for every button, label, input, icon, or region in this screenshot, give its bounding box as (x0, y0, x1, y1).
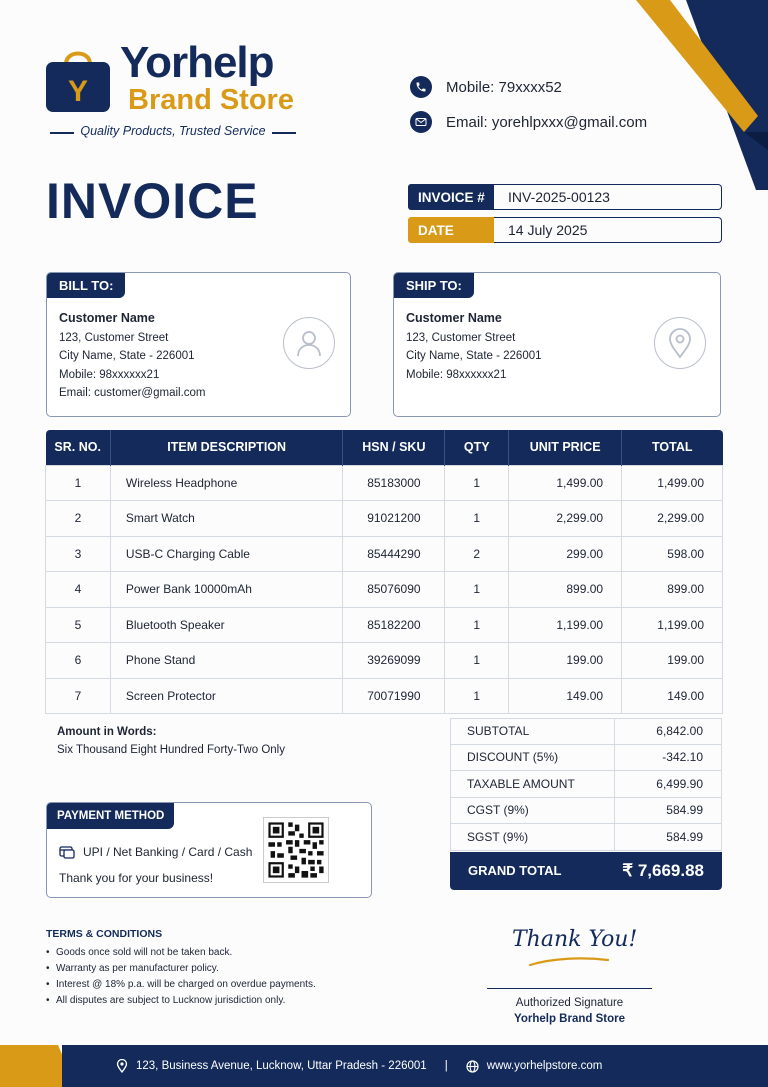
cell-description: Screen Protector (110, 678, 343, 714)
cell-total: 1,199.00 (622, 607, 723, 643)
cell-total: 2,299.00 (622, 501, 723, 537)
terms-item: • Warranty as per manufacturer policy. (46, 961, 316, 977)
table-row (46, 465, 723, 501)
grand-total-label: GRAND TOTAL (468, 863, 562, 878)
footer-separator: | (444, 1060, 448, 1072)
totals-value: -342.10 (662, 750, 703, 765)
header-hsn-sku: HSN / SKU (343, 430, 445, 465)
contact-info (410, 76, 647, 146)
contact-mobile (410, 76, 647, 98)
amount-in-words-value: Six Thousand Eight Hundred Forty-Two Only (57, 744, 285, 756)
header-sr-no: SR. NO. (46, 430, 111, 465)
cell-hsn: 85444290 (343, 536, 445, 572)
cell-hsn: 85183000 (343, 465, 445, 501)
cell-sr-no: 1 (46, 465, 111, 501)
totals-row-sgst (450, 824, 722, 851)
ship-to-box (393, 272, 721, 417)
contact-email (410, 111, 647, 133)
cell-sr-no: 2 (46, 501, 111, 537)
amount-in-words-label: Amount in Words: (57, 726, 157, 738)
grand-total-row (450, 852, 722, 890)
cell-qty: 2 (445, 536, 509, 572)
cell-unit-price: 1,199.00 (509, 607, 622, 643)
card-icon (59, 846, 75, 859)
totals-label: SUBTOTAL (451, 719, 615, 744)
user-icon (283, 317, 335, 369)
terms-item: • All disputes are subject to Lucknow jurisdiction only. (46, 993, 316, 1009)
bill-to-name: Customer Name (59, 311, 155, 325)
cell-total: 598.00 (622, 536, 723, 572)
footer-text (116, 1059, 602, 1073)
bill-to-details (59, 309, 206, 403)
header-total: TOTAL (622, 430, 723, 465)
terms-title: TERMS & CONDITIONS (46, 928, 163, 940)
cell-sr-no: 3 (46, 536, 111, 572)
cell-qty: 1 (445, 465, 509, 501)
brand-logo (46, 28, 306, 148)
payment-methods (59, 845, 252, 859)
header-unit-price: UNIT PRICE (509, 430, 622, 465)
header-item-description: ITEM DESCRIPTION (110, 430, 343, 465)
table-header-row (46, 430, 723, 465)
location-icon (116, 1059, 128, 1073)
cell-unit-price: 149.00 (509, 678, 622, 714)
cell-qty: 1 (445, 607, 509, 643)
cell-qty: 1 (445, 501, 509, 537)
invoice-number-row (408, 184, 722, 210)
table-row (46, 678, 723, 714)
invoice-number-label: INVOICE # (408, 184, 494, 210)
signature-line (487, 988, 652, 989)
cell-unit-price: 899.00 (509, 572, 622, 608)
bill-to-mobile: Mobile: 98xxxxxx21 (59, 368, 160, 381)
items-table (45, 430, 723, 714)
brand-name-primary: Yorhelp (120, 38, 274, 87)
ship-to-label: SHIP TO: (394, 273, 474, 298)
brand-name-secondary: Brand Store (128, 84, 294, 116)
invoice-date-value: 14 July 2025 (494, 217, 722, 243)
location-pin-icon (654, 317, 706, 369)
cell-description: Phone Stand (110, 643, 343, 679)
totals-row-subtotal (450, 718, 722, 745)
cell-unit-price: 1,499.00 (509, 465, 622, 501)
invoice-date-row (408, 217, 722, 243)
payment-method-box (46, 802, 372, 898)
cell-description: USB-C Charging Cable (110, 536, 343, 572)
totals-value: 6,499.90 (656, 776, 703, 791)
cell-description: Smart Watch (110, 501, 343, 537)
bill-to-box (46, 272, 351, 417)
totals-row-cgst (450, 798, 722, 825)
cell-sr-no: 4 (46, 572, 111, 608)
bill-to-city: City Name, State - 226001 (59, 350, 195, 362)
ship-to-street: 123, Customer Street (406, 331, 516, 344)
totals-label: TAXABLE AMOUNT (451, 771, 615, 797)
table-row (46, 536, 723, 572)
cell-description: Bluetooth Speaker (110, 607, 343, 643)
totals-box (450, 718, 722, 890)
cell-unit-price: 299.00 (509, 536, 622, 572)
cell-total: 899.00 (622, 572, 723, 608)
ship-to-details (406, 309, 542, 384)
cell-hsn: 91021200 (343, 501, 445, 537)
terms-item: • Goods once sold will not be taken back. (46, 945, 316, 961)
bill-to-email: Email: customer@gmail.com (59, 387, 206, 399)
totals-label: DISCOUNT (5%) (451, 745, 615, 771)
invoice-meta (408, 184, 722, 250)
cell-sr-no: 5 (46, 607, 111, 643)
totals-value: 584.99 (666, 829, 703, 844)
payment-method-label: PAYMENT METHOD (47, 803, 174, 829)
ship-to-name: Customer Name (406, 311, 502, 325)
cell-qty: 1 (445, 572, 509, 608)
totals-row-taxable (450, 771, 722, 798)
phone-icon (410, 76, 432, 98)
terms-and-conditions (46, 928, 316, 1009)
table-row (46, 607, 723, 643)
cell-total: 1,499.00 (622, 465, 723, 501)
header-qty: QTY (445, 430, 509, 465)
signature-store-name: Yorhelp Brand Store (514, 1013, 625, 1025)
cell-unit-price: 2,299.00 (509, 501, 622, 537)
globe-icon (466, 1060, 479, 1073)
cell-total: 199.00 (622, 643, 723, 679)
mobile-text: Mobile: 79xxxx52 (446, 78, 562, 96)
footer-website[interactable]: www.yorhelpstore.com (486, 1060, 603, 1072)
terms-item: • Interest @ 18% p.a. will be charged on overdue payments. (46, 977, 316, 993)
thank-you-script: Thank You! (512, 927, 638, 952)
invoice-title: INVOICE (46, 173, 259, 229)
qr-code-icon (263, 817, 329, 883)
bill-to-label: BILL TO: (47, 273, 125, 298)
amount-in-words (46, 716, 442, 796)
cell-hsn: 39269099 (343, 643, 445, 679)
authorized-signature-label: Authorized Signature (515, 997, 624, 1009)
ship-to-mobile: Mobile: 98xxxxxx21 (406, 368, 507, 381)
bill-to-street: 123, Customer Street (59, 331, 169, 344)
totals-label: SGST (9%) (451, 824, 615, 850)
invoice-number-value: INV-2025-00123 (494, 184, 722, 210)
cell-unit-price: 199.00 (509, 643, 622, 679)
totals-label: CGST (9%) (451, 798, 615, 824)
cell-description: Wireless Headphone (110, 465, 343, 501)
shopping-bag-icon (46, 46, 110, 112)
cell-hsn: 85076090 (343, 572, 445, 608)
cell-hsn: 85182200 (343, 607, 445, 643)
footer (0, 1045, 768, 1087)
payment-thanks: Thank you for your business! (59, 871, 214, 885)
signature-swoosh (528, 954, 610, 968)
table-row (46, 643, 723, 679)
cell-sr-no: 6 (46, 643, 111, 679)
mail-icon (410, 111, 432, 133)
email-text: Email: yorehlpxxx@gmail.com (446, 113, 648, 131)
totals-value: 584.99 (666, 803, 703, 818)
grand-total-value: ₹ 7,669.88 (622, 860, 704, 880)
invoice-date-label: DATE (408, 217, 494, 243)
svg-text:Y: Y (67, 75, 89, 108)
footer-address: 123, Business Avenue, Lucknow, Uttar Pradesh - 226001 (136, 1060, 427, 1072)
totals-value: 6,842.00 (656, 724, 703, 739)
brand-tagline: Quality Products, Trusted Service (46, 124, 300, 138)
table-row (46, 501, 723, 537)
ship-to-city: City Name, State - 226001 (406, 350, 542, 362)
totals-row-discount (450, 745, 722, 772)
payment-methods-text: UPI / Net Banking / Card / Cash (83, 845, 253, 859)
cell-total: 149.00 (622, 678, 723, 714)
table-row (46, 572, 723, 608)
cell-hsn: 70071990 (343, 678, 445, 714)
cell-description: Power Bank 10000mAh (110, 572, 343, 608)
cell-sr-no: 7 (46, 678, 111, 714)
cell-qty: 1 (445, 643, 509, 679)
cell-qty: 1 (445, 678, 509, 714)
